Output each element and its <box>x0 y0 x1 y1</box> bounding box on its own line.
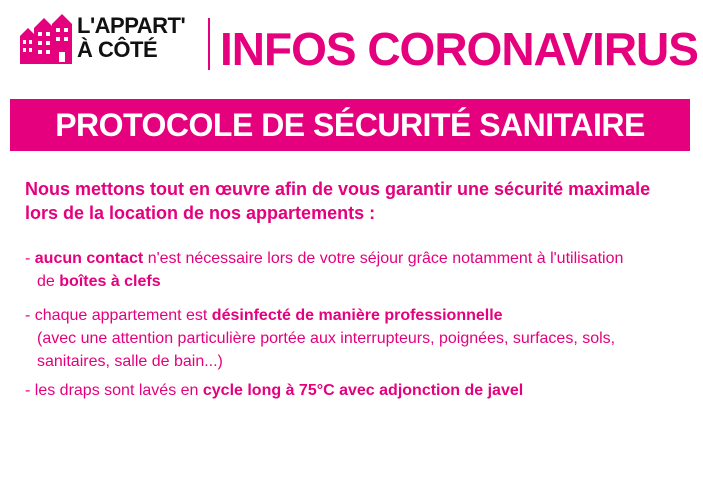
highlight-text: boîtes à clefs <box>59 273 161 290</box>
list-item-line <box>25 304 690 327</box>
protocol-banner <box>10 99 690 151</box>
list-item-line <box>25 379 690 402</box>
body-text: sanitaires, salle de bain...) <box>37 353 223 370</box>
header-divider <box>208 18 210 70</box>
intro-line2: lors de la location de nos appartements : <box>25 203 376 223</box>
intro-text <box>25 177 685 225</box>
highlight-text: désinfecté de manière professionnelle <box>211 307 503 324</box>
list-item-sheets <box>25 379 690 402</box>
list-dash: - <box>25 382 35 399</box>
brand-name <box>77 14 185 62</box>
list-dash: - <box>25 250 35 267</box>
body-text: chaque appartement est <box>34 307 212 324</box>
list-item-disinfection <box>25 304 690 373</box>
list-item-line <box>25 247 690 270</box>
list-dash: - <box>25 307 35 324</box>
intro-line1: Nous mettons tout en œuvre afin de vous garantir une sécurité maximale <box>25 179 651 199</box>
brand-name-line1: L'APPART' <box>77 13 186 38</box>
highlight-text: cycle long à 75°C avec adjonction de javel <box>202 382 524 399</box>
body-text: de <box>37 273 60 290</box>
houses-logo-icon <box>20 14 72 64</box>
list-item-line <box>25 270 690 293</box>
highlight-text: aucun contact <box>34 250 144 267</box>
header <box>0 0 703 85</box>
list-item-line <box>25 350 690 373</box>
list-item-line <box>25 327 690 350</box>
page-title: INFOS CORONAVIRUS <box>220 23 698 75</box>
banner-text: PROTOCOLE DE SÉCURITÉ SANITAIRE <box>55 106 645 143</box>
brand-name-line2: À CÔTÉ <box>77 37 158 62</box>
list-item-contact <box>25 247 690 293</box>
body-text: (avec une attention particulière portée aux interrupteurs, poignées, surfaces, sols, <box>37 330 616 347</box>
body-text: n'est nécessaire lors de votre séjour grâce notamment à l'utilisation <box>143 250 624 267</box>
body-text: les draps sont lavés en <box>34 382 203 399</box>
